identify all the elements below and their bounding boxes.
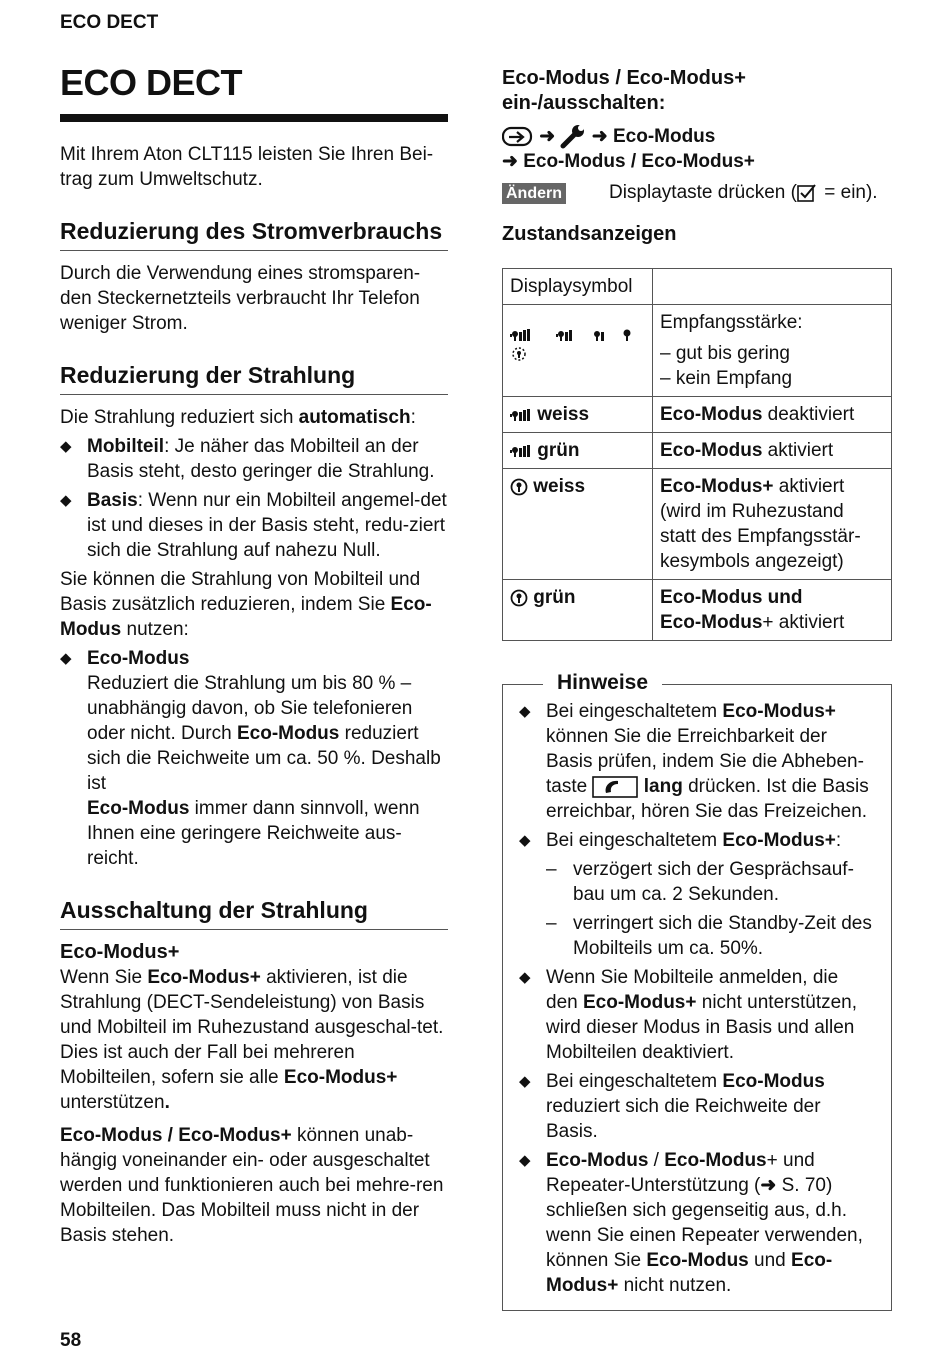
table-row	[503, 580, 892, 641]
notes-box	[502, 671, 892, 1311]
table-cell: grün	[503, 433, 653, 469]
arrow-right-icon: ➜	[591, 126, 608, 147]
left-column	[60, 62, 448, 1248]
eco-independent-text: Eco-Modus / Eco-Modus+ können unab-hängig voneinander ein- oder ausgeschaltet werden und funktionieren auch bei mehre-ren Mobilteilen. Das Mobilteil muss nicht in der Basis stehen.	[60, 1125, 444, 1246]
table-row	[503, 469, 892, 580]
checkbox-checked-icon	[797, 183, 819, 203]
table-cell	[653, 305, 892, 397]
softkey-description: Displaytaste drücken ( = ein).	[609, 182, 878, 203]
menu-key-icon	[502, 126, 534, 148]
list-subitem: – verzögert sich der Gesprächsauf-bau um ca. 2 Sekunden.	[546, 857, 875, 907]
right-column	[502, 66, 892, 1311]
table-cell: Eco-Modus und Eco-Modus+ aktiviert	[653, 580, 892, 641]
intro-text: Mit Ihrem Aton CLT115 leisten Sie Ihren Bei-trag zum Umweltschutz.	[60, 144, 434, 190]
list-item: ◆ Wenn Sie Mobilteile anmelden, die den Eco-Modus+ nicht unterstützen, wird dieser Modus in Basis und allen Mobilteilen deaktiviert.	[519, 965, 875, 1065]
menu-path-eco-plus: Eco-Modus / Eco-Modus+	[523, 151, 755, 172]
arrow-right-icon: ➜	[539, 126, 556, 147]
eco-plus-subheading: Eco-Modus+	[60, 941, 180, 963]
list-subitem: – verringert sich die Standby-Zeit des Mobilteils um ca. 50%.	[546, 911, 875, 961]
table-row	[503, 433, 892, 469]
eco-plus-icon	[510, 478, 528, 496]
table-cell: weiss	[503, 469, 653, 580]
radiation-extra: Sie können die Strahlung von Mobilteil und Basis zusätzlich reduzieren, indem Sie Eco-Modus nutzen:	[60, 569, 432, 640]
table-row	[503, 397, 892, 433]
table-cell	[503, 305, 653, 397]
list-item: ◆ Basis: Wenn nur ein Mobilteil angemel-det ist und dieses in der Basis steht, redu-ziert sich die Strahlung auf nahezu Null.	[60, 488, 448, 563]
eco-plus-text: Wenn Sie Eco-Modus+ aktivieren, ist die Strahlung (DECT-Sendeleistung) von Basis und Mobilteil im Ruhezustand ausgeschal-tet. Dies ist auch der Fall bei mehreren Mobilteilen, sofern sie alle Eco-Modus+ unterstützen.	[60, 967, 444, 1113]
arrow-right-icon: ➜	[502, 151, 518, 172]
page-number: 58	[60, 1330, 82, 1351]
list-item: ◆ Bei eingeschaltetem Eco-Modus reduziert sich die Reichweite der Basis.	[519, 1069, 875, 1144]
list-item: ◆ Bei eingeschaltetem Eco-Modus+ können Sie die Erreichbarkeit der Basis prüfen, indem Sie die Abheben-taste lang drücken. Ist die Basis erreichbar, hören Sie das Freizeichen.	[519, 699, 875, 824]
table-cell: Eco-Modus aktiviert	[653, 433, 892, 469]
table-cell: Eco-Modus+ aktiviert (wird im Ruhezustand statt des Empfangsstär-kesymbols angezeigt)	[653, 469, 892, 580]
wrench-icon	[560, 125, 586, 149]
list-item: ◆ Eco-Modus Reduziert die Strahlung um bis 80 % – unabhängig davon, ob Sie telefonieren oder nicht. Durch Eco-Modus reduziert sich die Reichweite um ca. 50 %. Deshalb ist Eco-Modus immer dann sinnvoll, wenn Ihnen eine geringere Reichweite aus-reicht.	[60, 646, 448, 871]
running-head: ECO DECT	[60, 12, 159, 33]
toggle-heading: Eco-Modus / Eco-Modus+ ein-/ausschalten:	[502, 67, 746, 114]
status-heading: Zustandsanzeigen	[502, 223, 677, 245]
table-cell: weiss	[503, 397, 653, 433]
section-heading-switch-off: Ausschaltung der Strahlung	[60, 897, 448, 930]
status-table	[502, 268, 892, 641]
cell-text: Empfangsstärke:	[660, 312, 803, 333]
eco-plus-icon	[510, 589, 528, 607]
table-cell: Eco-Modus deaktiviert	[653, 397, 892, 433]
cell-text: – gut bis gering	[660, 343, 790, 364]
radiation-lead: Die Strahlung reduziert sich automatisch:	[60, 407, 416, 428]
signal-strength-icon	[510, 407, 532, 423]
section-heading-radiation: Reduzierung der Strahlung	[60, 362, 448, 395]
notes-title: Hinweise	[543, 671, 662, 695]
list-item: ◆ Mobilteil: Je näher das Mobilteil an der Basis steht, desto geringer die Strahlung.	[60, 434, 448, 484]
table-header-cell: Displaysymbol	[503, 269, 653, 305]
menu-path	[502, 124, 892, 149]
softkey-row	[502, 180, 892, 208]
table-cell: grün	[503, 580, 653, 641]
menu-path-line2	[502, 149, 892, 174]
menu-path-eco: Eco-Modus	[612, 126, 716, 147]
softkey-aendern[interactable]: Ändern	[502, 183, 566, 204]
table-header-cell	[653, 269, 892, 305]
arrow-right-icon: ➜	[760, 1175, 777, 1196]
table-row	[503, 269, 892, 305]
signal-strength-icon	[510, 443, 532, 459]
table-row	[503, 305, 892, 397]
page-title: ECO DECT	[60, 62, 448, 122]
list-item: ◆ Eco-Modus / Eco-Modus+ und Repeater-Unterstützung (➜ S. 70) schließen sich gegenseitig aus, d.h. wenn Sie einen Repeater verwenden, können Sie Eco-Modus und Eco-Modus+ nicht nutzen.	[519, 1148, 875, 1298]
signal-strength-icon	[510, 325, 640, 369]
list-item: ◆ Bei eingeschaltetem Eco-Modus+:	[519, 828, 875, 853]
power-text: Durch die Verwendung eines stromsparen-den Steckernetzteils verbraucht Ihr Telefon weniger Strom.	[60, 263, 421, 334]
cell-text: – kein Empfang	[660, 368, 793, 389]
talk-key-icon	[592, 776, 638, 798]
section-heading-power: Reduzierung des Stromverbrauchs	[60, 218, 448, 251]
